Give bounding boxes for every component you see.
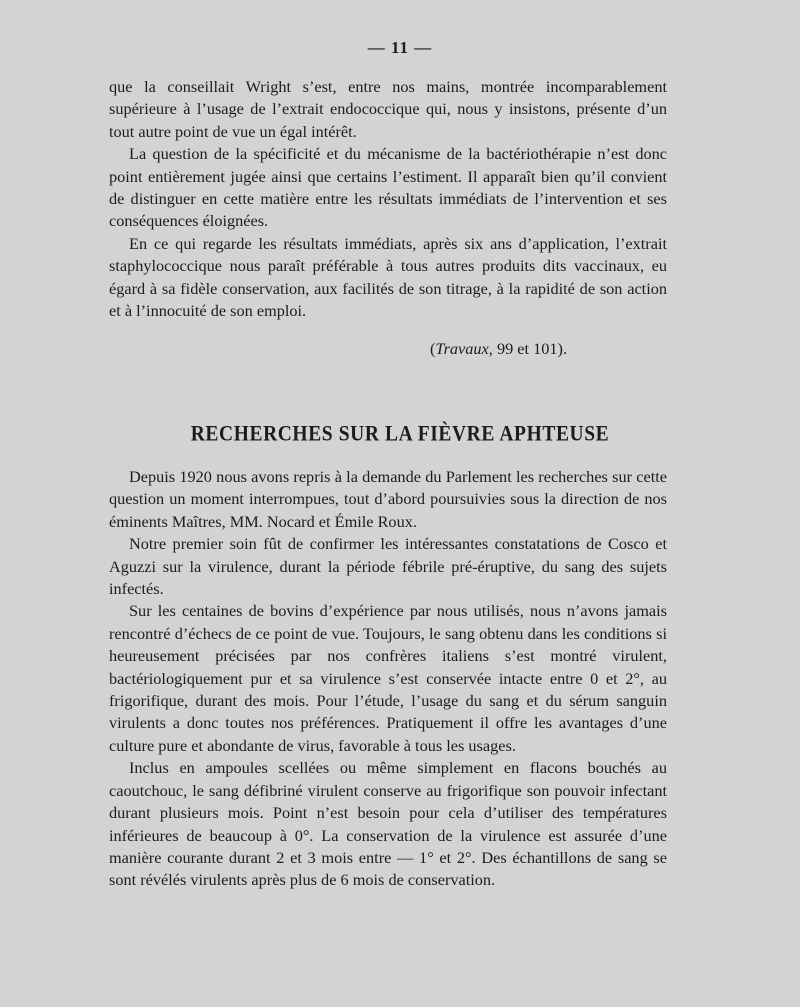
paragraph: que la conseillait Wright s’est, entre nos mains, montrée incomparablement supérieure à l’usage de l’extrait endococcique qui, nous y insistons, présente d’un tout autre point de vue un égal intérêt. [109, 77, 667, 141]
citation-rest: , 99 et 101). [488, 339, 568, 358]
section-text-block [109, 466, 667, 892]
paragraph: Depuis 1920 nous avons repris à la demande du Parlement les recherches sur cette question un moment interrompues, tout d’abord poursuivies sous la direction de nos éminents Maîtres, MM. Nocard et Émile Roux. [109, 467, 667, 531]
section-heading: RECHERCHES SUR LA FIÈVRE APHTEUSE [190, 422, 610, 447]
citation-open: ( [430, 339, 436, 358]
paragraph: En ce qui regarde les résultats immédiats, après six ans d’application, l’extrait staphylococcique nous paraît préférable à tous autres produits dits vaccinaux, eu égard à sa fidèle conservation, aux facilités de son titrage, à la rapidité de son action et à l’innocuité de son emploi. [109, 233, 667, 321]
paragraph: Sur les centaines de bovins d’expérience par nous utilisés, nous n’avons jamais rencontré d’échecs de ce point de vue. Toujours, le sang obtenu dans les conditions si heureusement précisées par nos confrères italiens s’est montré virulent, bactériologiquement pur et sa virulence s’est conservée intacte entre 0 et 2°, au frigorifique, durant des mois. Pour l’étude, l’usage du sang et du sérum sanguin virulents a donc toutes nos préférences. Pratiquement il offre les avantages d’une culture pure et abondante de virus, favorable à tous les usages. [109, 601, 667, 755]
paragraph: Inclus en ampoules scellées ou même simplement en flacons bouchés au caoutchouc, le sang défibriné virulent conserve au frigorifique son pouvoir infectant durant plusieurs mois. Point n’est besoin pour cela d’utiliser des températures inférieures de beaucoup à 0°. La conservation de la virulence est assurée d’une manière courante durant 2 et 3 mois entre — 1° et 2°. Des échantillons de sang se sont révélés virulents après plus de 6 mois de conservation. [109, 758, 667, 890]
citation-reference [430, 338, 567, 360]
paragraph: Notre premier soin fût de confirmer les intéressantes constatations de Cosco et Aguzzi sur la virulence, durant la période fébrile pré-éruptive, du sang des sujets infectés. [109, 534, 667, 599]
citation-title: Travaux [435, 339, 489, 358]
paragraph: La question de la spécificité et du mécanisme de la bactériothérapie n’est donc point entièrement jugée ainsi que certains l’estiment. Il apparaît bien qu’il convient de distinguer en cette matière entre les résultats immédiats de l’intervention et ses conséquences éloignées. [109, 144, 667, 231]
page-number: — 11 — [367, 38, 433, 57]
intro-text-block [109, 76, 667, 322]
